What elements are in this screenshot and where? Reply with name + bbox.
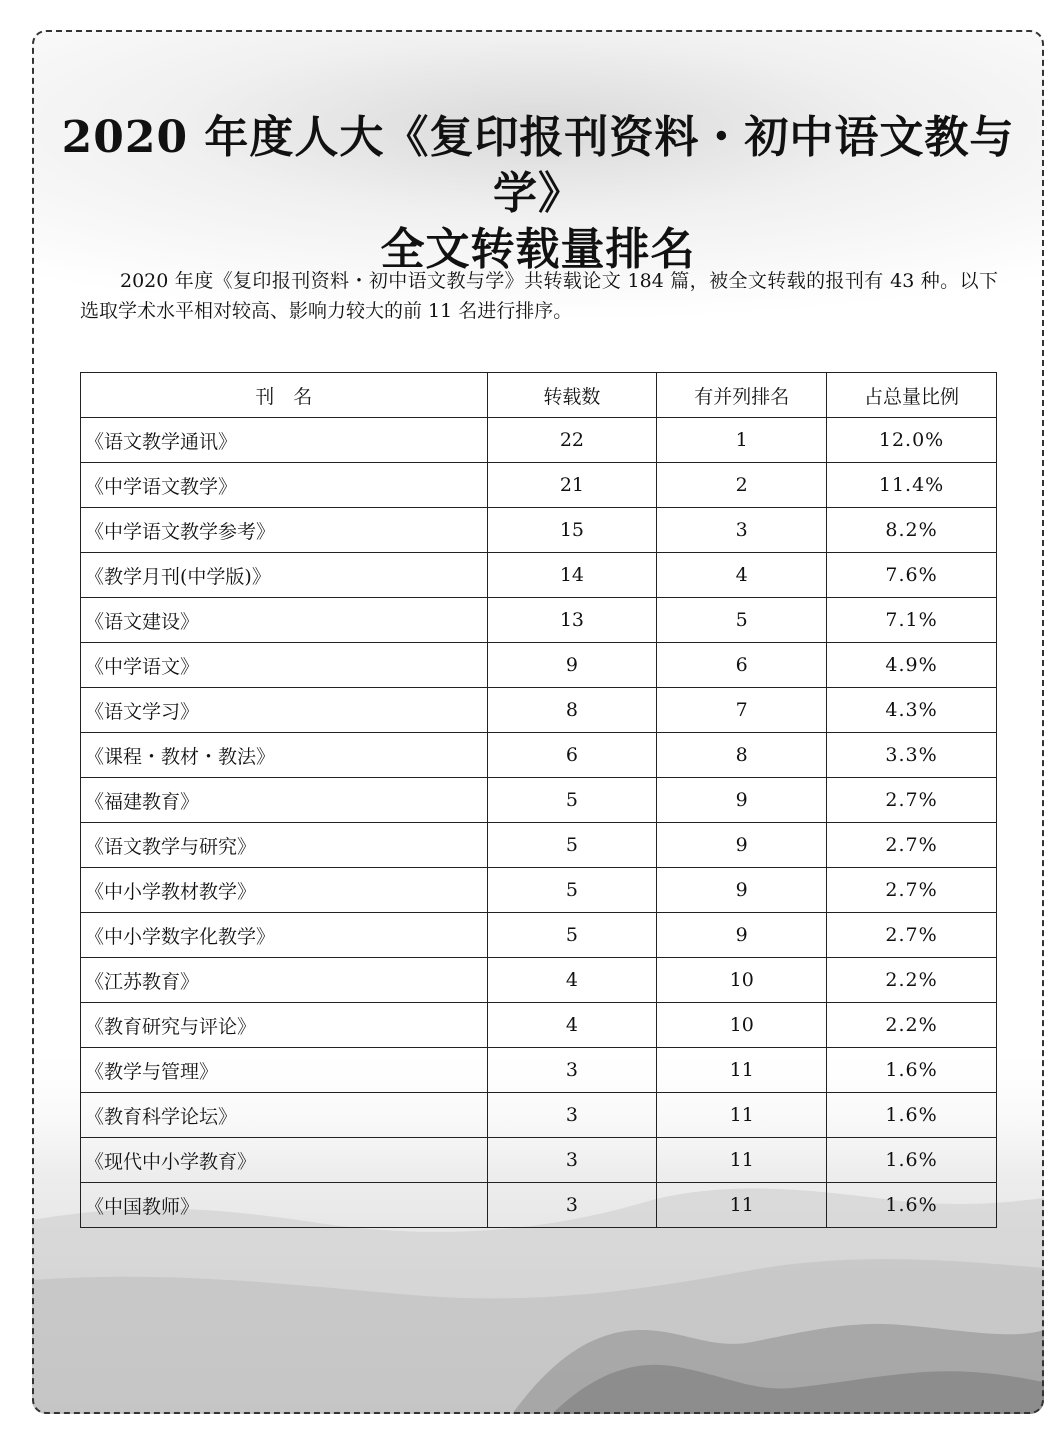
journal-name: 《语文建设》 bbox=[81, 598, 488, 643]
table-row bbox=[81, 688, 997, 733]
rank-value: 1 bbox=[657, 418, 827, 463]
table-row bbox=[81, 598, 997, 643]
header-rank: 有并列排名 bbox=[657, 373, 827, 418]
rank-value: 2 bbox=[657, 463, 827, 508]
table-row bbox=[81, 733, 997, 778]
journal-name: 《教学月刊(中学版)》 bbox=[81, 553, 488, 598]
percentage-value: 4.3% bbox=[827, 688, 997, 733]
rank-value: 5 bbox=[657, 598, 827, 643]
percentage-value: 2.2% bbox=[827, 1003, 997, 1048]
header-count: 转载数 bbox=[487, 373, 657, 418]
rank-value: 11 bbox=[657, 1093, 827, 1138]
reprint-count: 3 bbox=[487, 1093, 657, 1138]
intro-paragraph bbox=[80, 266, 998, 326]
table-row bbox=[81, 418, 997, 463]
journal-name: 《中学语文教学参考》 bbox=[81, 508, 488, 553]
reprint-count: 21 bbox=[487, 463, 657, 508]
journal-name: 《中小学教材教学》 bbox=[81, 868, 488, 913]
header-percentage: 占总量比例 bbox=[827, 373, 997, 418]
reprint-count: 13 bbox=[487, 598, 657, 643]
header-journal-name: 刊 名 bbox=[81, 373, 488, 418]
rank-value: 9 bbox=[657, 868, 827, 913]
table-row bbox=[81, 958, 997, 1003]
reprint-count: 5 bbox=[487, 868, 657, 913]
percentage-value: 1.6% bbox=[827, 1048, 997, 1093]
rank-value: 7 bbox=[657, 688, 827, 733]
reprint-count: 3 bbox=[487, 1048, 657, 1093]
rank-value: 3 bbox=[657, 508, 827, 553]
table-row bbox=[81, 778, 997, 823]
rank-value: 9 bbox=[657, 823, 827, 868]
reprint-count: 6 bbox=[487, 733, 657, 778]
reprint-count: 4 bbox=[487, 1003, 657, 1048]
percentage-value: 2.7% bbox=[827, 778, 997, 823]
reprint-count: 4 bbox=[487, 958, 657, 1003]
rank-value: 6 bbox=[657, 643, 827, 688]
reprint-count: 3 bbox=[487, 1138, 657, 1183]
rank-value: 11 bbox=[657, 1138, 827, 1183]
journal-name: 《中国教师》 bbox=[81, 1183, 488, 1228]
percentage-value: 2.2% bbox=[827, 958, 997, 1003]
reprint-count: 15 bbox=[487, 508, 657, 553]
percentage-value: 1.6% bbox=[827, 1138, 997, 1183]
journal-name: 《教育研究与评论》 bbox=[81, 1003, 488, 1048]
table-row bbox=[81, 1183, 997, 1228]
percentage-value: 1.6% bbox=[827, 1183, 997, 1228]
percentage-value: 7.1% bbox=[827, 598, 997, 643]
table-row bbox=[81, 508, 997, 553]
journal-name: 《福建教育》 bbox=[81, 778, 488, 823]
title-line-1: 2020 年度人大《复印报刊资料・初中语文教与学》 bbox=[61, 112, 1015, 219]
table-header-row bbox=[81, 373, 997, 418]
percentage-value: 12.0% bbox=[827, 418, 997, 463]
journal-name: 《教学与管理》 bbox=[81, 1048, 488, 1093]
table-row bbox=[81, 1003, 997, 1048]
percentage-value: 2.7% bbox=[827, 823, 997, 868]
percentage-value: 2.7% bbox=[827, 868, 997, 913]
percentage-value: 4.9% bbox=[827, 643, 997, 688]
table-row bbox=[81, 1048, 997, 1093]
journal-name: 《课程・教材・教法》 bbox=[81, 733, 488, 778]
page-title bbox=[32, 110, 1044, 278]
journal-name: 《中小学数字化教学》 bbox=[81, 913, 488, 958]
rank-value: 9 bbox=[657, 778, 827, 823]
journal-name: 《教育科学论坛》 bbox=[81, 1093, 488, 1138]
table-row bbox=[81, 823, 997, 868]
percentage-value: 1.6% bbox=[827, 1093, 997, 1138]
reprint-count: 8 bbox=[487, 688, 657, 733]
table-row bbox=[81, 868, 997, 913]
rank-value: 11 bbox=[657, 1048, 827, 1093]
percentage-value: 3.3% bbox=[827, 733, 997, 778]
table-row bbox=[81, 553, 997, 598]
table-row bbox=[81, 1138, 997, 1183]
rank-value: 9 bbox=[657, 913, 827, 958]
table-row bbox=[81, 913, 997, 958]
rank-value: 10 bbox=[657, 1003, 827, 1048]
rank-value: 10 bbox=[657, 958, 827, 1003]
ranking-table bbox=[80, 372, 997, 1228]
reprint-count: 14 bbox=[487, 553, 657, 598]
journal-name: 《语文学习》 bbox=[81, 688, 488, 733]
rank-value: 4 bbox=[657, 553, 827, 598]
journal-name: 《中学语文教学》 bbox=[81, 463, 488, 508]
rank-value: 8 bbox=[657, 733, 827, 778]
reprint-count: 22 bbox=[487, 418, 657, 463]
reprint-count: 5 bbox=[487, 823, 657, 868]
percentage-value: 8.2% bbox=[827, 508, 997, 553]
title-line-2: 全文转载量排名 bbox=[380, 224, 696, 275]
reprint-count: 3 bbox=[487, 1183, 657, 1228]
journal-name: 《语文教学通讯》 bbox=[81, 418, 488, 463]
journal-name: 《中学语文》 bbox=[81, 643, 488, 688]
reprint-count: 9 bbox=[487, 643, 657, 688]
percentage-value: 7.6% bbox=[827, 553, 997, 598]
journal-name: 《现代中小学教育》 bbox=[81, 1138, 488, 1183]
intro-text: 2020 年度《复印报刊资料・初中语文教与学》共转载论文 184 篇，被全文转载的报刊有 43 种。以下选取学术水平相对较高、影响力较大的前 11 名进行排序。 bbox=[80, 270, 998, 322]
journal-name: 《江苏教育》 bbox=[81, 958, 488, 1003]
table-row bbox=[81, 463, 997, 508]
table-row bbox=[81, 643, 997, 688]
table-row bbox=[81, 1093, 997, 1138]
reprint-count: 5 bbox=[487, 778, 657, 823]
journal-name: 《语文教学与研究》 bbox=[81, 823, 488, 868]
reprint-count: 5 bbox=[487, 913, 657, 958]
rank-value: 11 bbox=[657, 1183, 827, 1228]
percentage-value: 2.7% bbox=[827, 913, 997, 958]
percentage-value: 11.4% bbox=[827, 463, 997, 508]
